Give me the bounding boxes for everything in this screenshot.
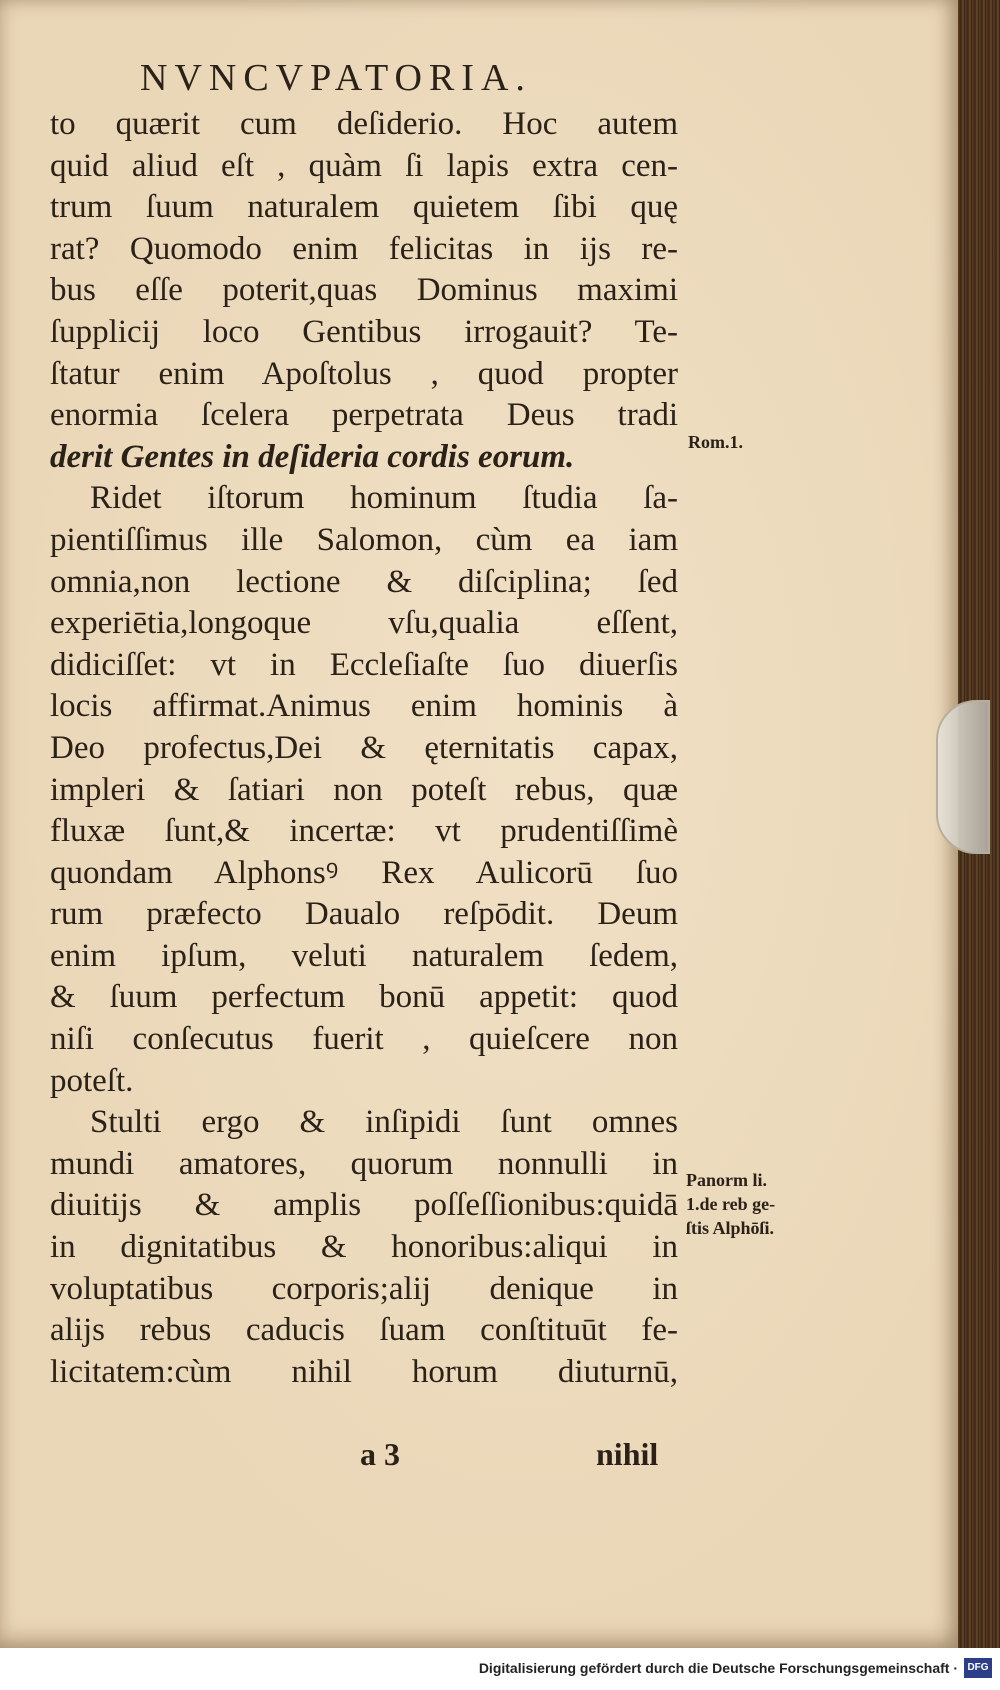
text-line: voluptatibus corporis;alij denique in (50, 1270, 678, 1307)
marginal-note-panormita (686, 1168, 775, 1240)
text-line: ſtatur enim Apoſtolus , quod propter (50, 355, 678, 392)
text-line-quote: derit Gentes in deſideria cordis eorum. (50, 438, 575, 475)
marginal-note-line: 1.de reb ge- (686, 1194, 776, 1214)
text-line-paragraph-start: Stulti ergo & inſipidi ſunt omnes (90, 1104, 678, 1141)
text-line: mundi amatores, quorum nonnulli in (50, 1145, 678, 1182)
text-line: to quærit cum deſiderio. Hoc autem (50, 106, 678, 142)
text-line: fluxæ ſunt,& incertæ: vt prudentiſſimè (50, 813, 678, 850)
marginal-note-romans: Rom.1. (688, 432, 743, 452)
text-line: alijs rebus caducis ſuam conſtituūt fe- (50, 1312, 678, 1349)
text-line: pientiſſimus ille Salomon, cùm ea iam (50, 521, 678, 558)
text-line: experiētia,longoque vſu,qualia eſſent, (50, 605, 678, 642)
marginal-note-line: Panorm li. (686, 1170, 767, 1190)
text-line: niſi conſecutus fuerit , quieſcere non (50, 1021, 678, 1058)
text-line: diuitijs & amplis poſſeſſionibus:quidā (50, 1187, 678, 1224)
text-line: didiciſſet: vt in Eccleſiaſte ſuo diuerſis (50, 646, 678, 683)
text-line: locis affirmat.Animus enim hominis à (50, 688, 678, 725)
text-line: enormia ſcelera perpetrata Deus tradi (50, 397, 678, 434)
text-line: trum ſuum naturalem quietem ſibi quę (50, 189, 678, 226)
text-line: poteſt. (50, 1062, 134, 1099)
text-line-paragraph-start: Ridet iſtorum hominum ſtudia ſa- (90, 480, 678, 517)
marginal-note-line: ſtis Alphōſi. (686, 1218, 775, 1238)
text-line: in dignitatibus & honoribus:aliqui in (50, 1229, 678, 1266)
text-line: ſupplicij loco Gentibus irrogauit? Te- (50, 313, 678, 350)
text-line: & ſuum perfectum bonū appetit: quod (50, 979, 678, 1016)
text-line: omnia,non lectione & diſciplina; ſed (50, 563, 678, 600)
running-head: NVNCVPATORIA. (140, 57, 532, 99)
text-line: rum præfecto Daualo reſpōdit. Deum (50, 896, 678, 933)
text-line: quid aliud eſt , quàm ſi lapis extra cen- (50, 147, 678, 184)
credit-text: Digitalisierung gefördert durch die Deutsche Forschungsgemeinschaft · (478, 1660, 958, 1676)
catchword: nihil (596, 1436, 659, 1472)
text-line: enim ipſum, veluti naturalem ſedem, (50, 937, 678, 974)
text-line: licitatem:cùm nihil horum diuturnū, (50, 1353, 678, 1390)
text-line: bus eſſe poterit,quas Dominus maximi (50, 272, 678, 309)
signature-mark: a 3 (360, 1436, 400, 1472)
text-line: impleri & ſatiari non poteſt rebus, quæ (50, 771, 678, 808)
text-line: quondam Alphonsꝰ Rex Aulicorū ſuo (50, 854, 678, 891)
main-text-block (50, 104, 678, 1393)
page-clip (936, 700, 990, 854)
credit-bar (0, 1648, 1000, 1690)
text-line: rat? Quomodo enim felicitas in ijs re- (50, 230, 678, 267)
text-line: Deo profectus,Dei & ęternitatis capax, (50, 729, 678, 766)
dfg-logo-icon: DFG (964, 1658, 992, 1678)
